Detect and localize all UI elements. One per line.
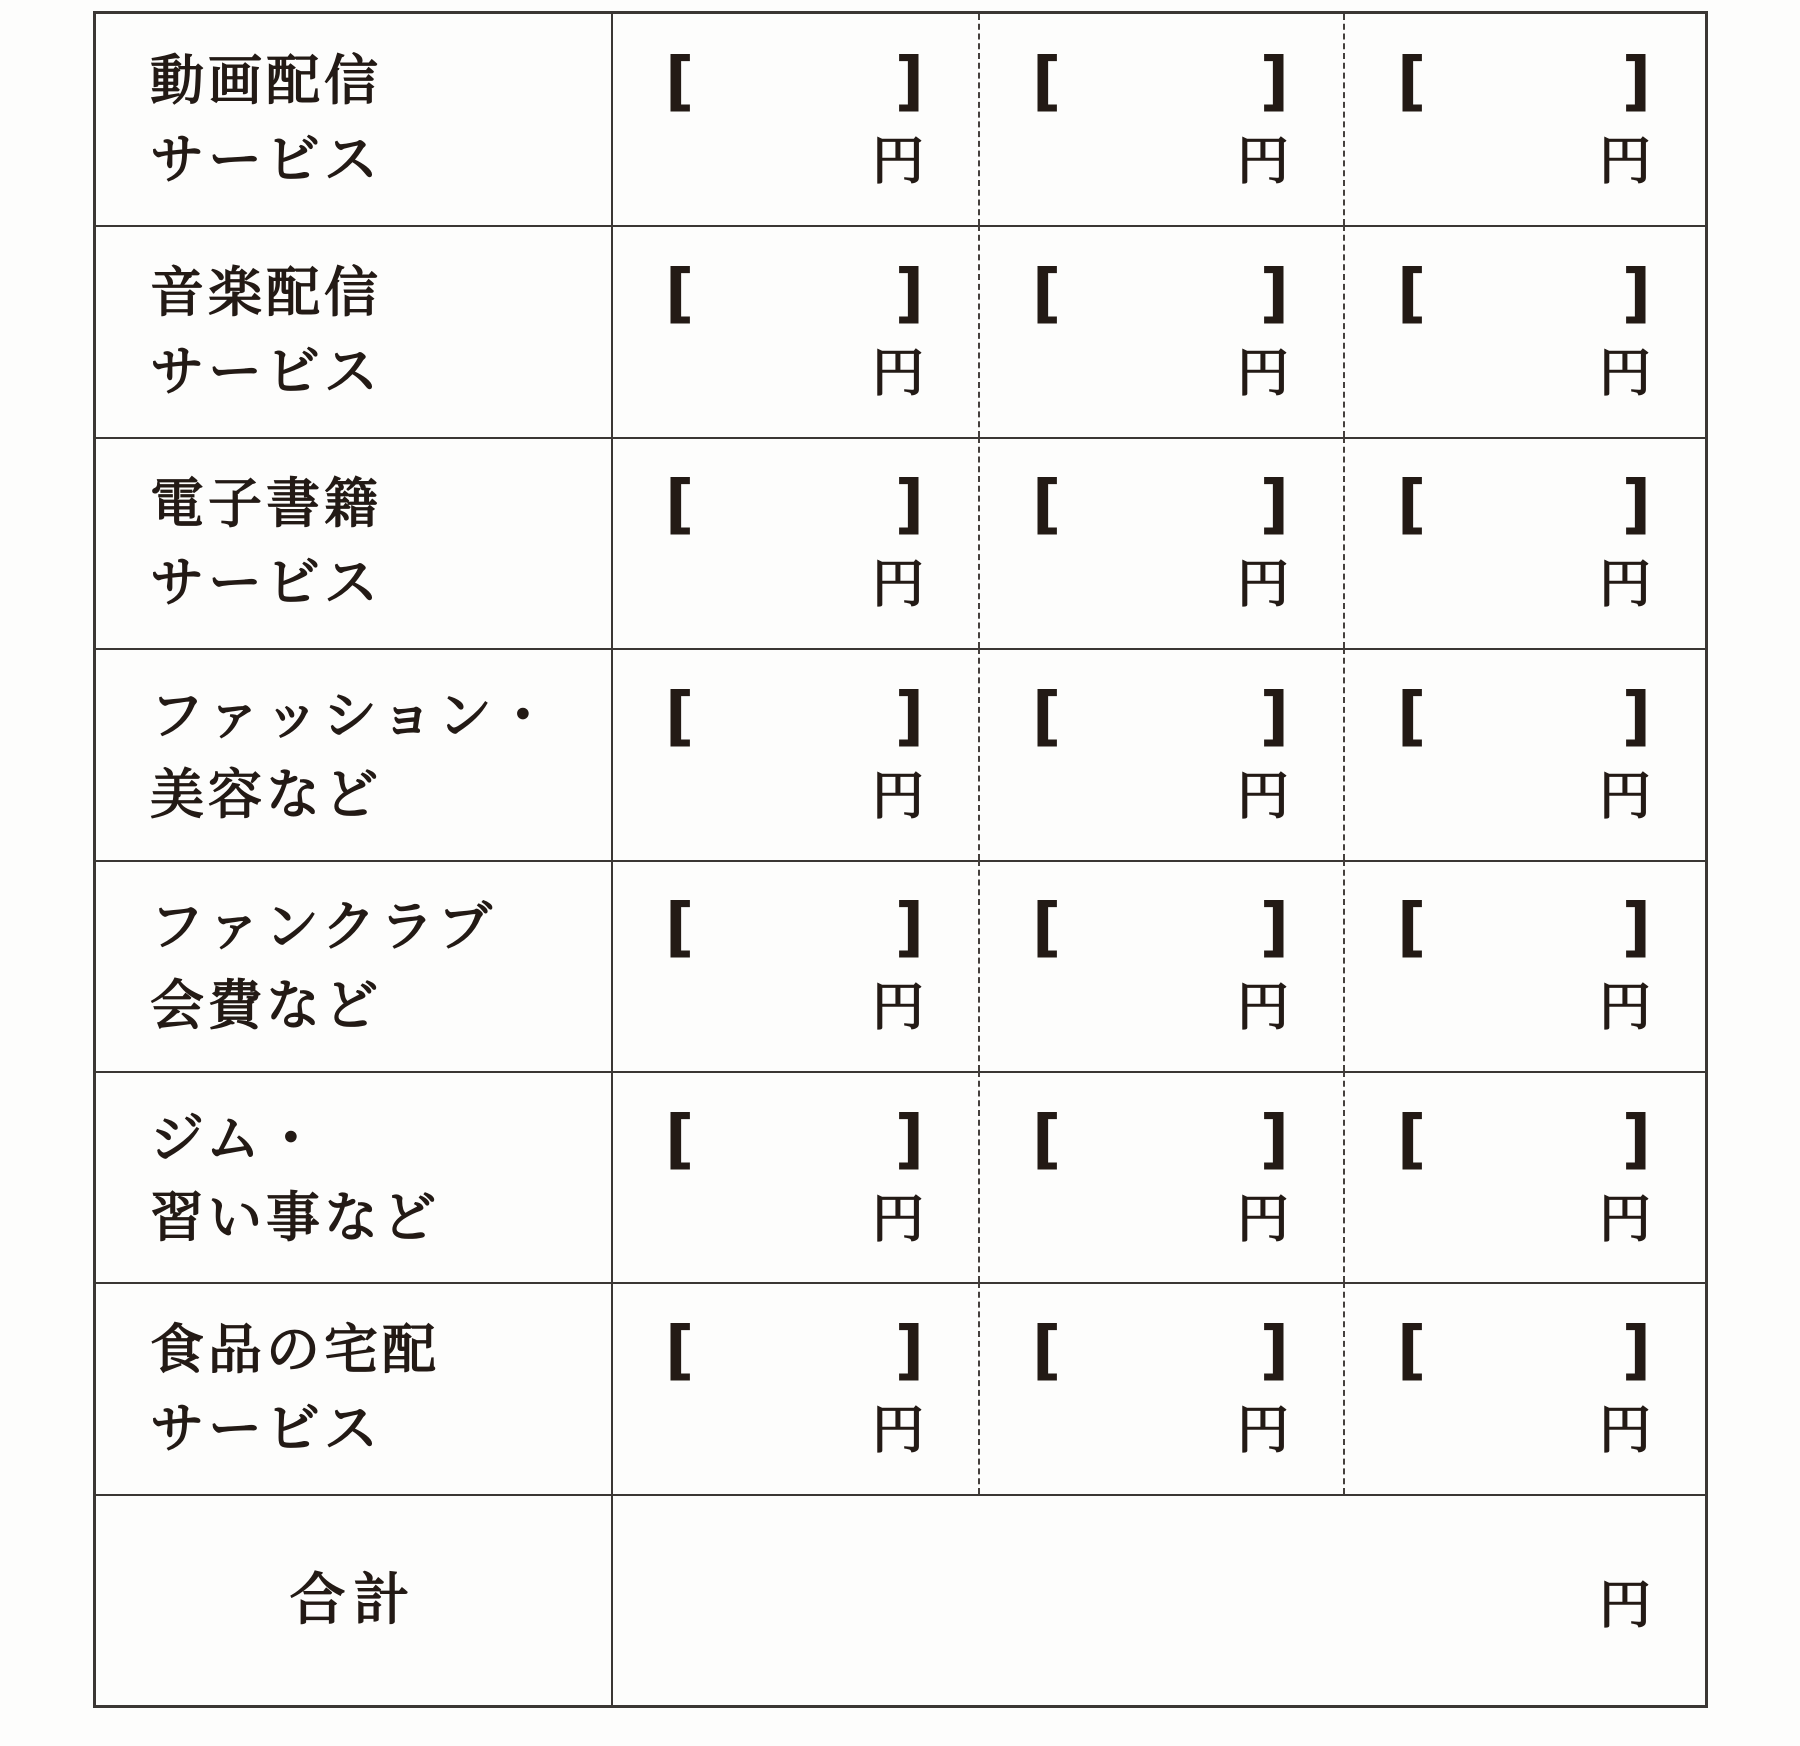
row-label-cell <box>96 1071 613 1282</box>
open-bracket: [ <box>1032 1313 1062 1388</box>
close-bracket: ] <box>894 44 924 119</box>
amount-entry-cell <box>978 860 1343 1071</box>
close-bracket: ] <box>1259 1313 1289 1388</box>
amount-bracket-line <box>1397 886 1651 970</box>
open-bracket: [ <box>1032 468 1062 543</box>
subscription-expense-table <box>93 11 1708 1708</box>
open-bracket: [ <box>1397 257 1427 332</box>
yen-unit: 円 <box>871 978 924 1039</box>
close-bracket: ] <box>1621 468 1651 543</box>
row-label-line-1: 食品の宅配 <box>150 1317 440 1381</box>
close-bracket: ] <box>1621 257 1651 332</box>
yen-unit: 円 <box>1598 555 1651 616</box>
yen-unit: 円 <box>1236 766 1289 827</box>
close-bracket: ] <box>1621 44 1651 119</box>
row-label-line-1: 動画配信 <box>150 48 382 112</box>
close-bracket: ] <box>1621 1313 1651 1388</box>
open-bracket: [ <box>1032 891 1062 966</box>
close-bracket: ] <box>894 468 924 543</box>
yen-unit: 円 <box>871 131 924 192</box>
amount-bracket-line <box>1032 40 1289 124</box>
row-label-line-1: ファッション・ <box>150 683 554 747</box>
yen-unit: 円 <box>1598 1400 1651 1461</box>
yen-unit: 円 <box>1236 555 1289 616</box>
open-bracket: [ <box>665 1313 695 1388</box>
open-bracket: [ <box>1032 44 1062 119</box>
amount-entry-cell <box>978 1282 1343 1493</box>
yen-unit: 円 <box>1236 344 1289 405</box>
total-amount-cell <box>613 1494 1705 1705</box>
amount-entry-cell <box>613 1282 978 1493</box>
open-bracket: [ <box>665 679 695 754</box>
open-bracket: [ <box>665 44 695 119</box>
open-bracket: [ <box>1397 1102 1427 1177</box>
amount-bracket-line <box>1397 1098 1651 1182</box>
amount-entry-cell <box>978 225 1343 436</box>
row-label-line-1: ジム・ <box>150 1106 322 1170</box>
close-bracket: ] <box>894 1313 924 1388</box>
total-yen-unit: 円 <box>1598 1575 1651 1636</box>
amount-bracket-line <box>665 40 924 124</box>
yen-unit: 円 <box>1598 1189 1651 1250</box>
amount-bracket-line <box>1397 1309 1651 1393</box>
yen-unit: 円 <box>1236 1400 1289 1461</box>
yen-unit: 円 <box>1236 131 1289 192</box>
open-bracket: [ <box>1032 1102 1062 1177</box>
open-bracket: [ <box>1397 468 1427 543</box>
open-bracket: [ <box>1032 679 1062 754</box>
amount-entry-cell <box>613 648 978 859</box>
yen-unit: 円 <box>871 344 924 405</box>
amount-entry-cell <box>1343 860 1705 1071</box>
amount-bracket-line <box>665 252 924 336</box>
yen-unit: 円 <box>871 766 924 827</box>
amount-bracket-line <box>665 1309 924 1393</box>
amount-bracket-line <box>1032 886 1289 970</box>
close-bracket: ] <box>894 1102 924 1177</box>
total-row-label-cell <box>96 1494 613 1705</box>
row-label-cell <box>96 14 613 225</box>
amount-entry-cell <box>1343 1282 1705 1493</box>
amount-entry-cell <box>613 1071 978 1282</box>
total-label: 合計 <box>289 1567 418 1633</box>
yen-unit: 円 <box>871 1400 924 1461</box>
close-bracket: ] <box>1621 679 1651 754</box>
row-label-line-2: 会費など <box>150 974 382 1038</box>
row-label-line-2: サービス <box>150 1396 382 1460</box>
amount-bracket-line <box>1032 463 1289 547</box>
row-label-cell <box>96 1282 613 1493</box>
row-label-line-2: サービス <box>150 340 382 404</box>
close-bracket: ] <box>1259 468 1289 543</box>
amount-bracket-line <box>1032 252 1289 336</box>
open-bracket: [ <box>665 1102 695 1177</box>
close-bracket: ] <box>1621 1102 1651 1177</box>
yen-unit: 円 <box>871 1189 924 1250</box>
amount-entry-cell <box>1343 1071 1705 1282</box>
open-bracket: [ <box>665 468 695 543</box>
amount-entry-cell <box>978 1071 1343 1282</box>
amount-entry-cell <box>978 14 1343 225</box>
close-bracket: ] <box>894 891 924 966</box>
yen-unit: 円 <box>1598 131 1651 192</box>
close-bracket: ] <box>894 679 924 754</box>
row-label-line-2: 習い事など <box>150 1185 440 1249</box>
yen-unit: 円 <box>1598 766 1651 827</box>
row-label-line-1: 音楽配信 <box>150 261 382 325</box>
amount-bracket-line <box>1032 1309 1289 1393</box>
amount-bracket-line <box>665 886 924 970</box>
amount-bracket-line <box>1397 675 1651 759</box>
row-label-cell <box>96 860 613 1071</box>
amount-entry-cell <box>978 648 1343 859</box>
amount-bracket-line <box>1397 463 1651 547</box>
amount-entry-cell <box>613 437 978 648</box>
amount-entry-cell <box>1343 225 1705 436</box>
open-bracket: [ <box>1397 1313 1427 1388</box>
amount-entry-cell <box>613 225 978 436</box>
amount-entry-cell <box>613 860 978 1071</box>
row-label-line-2: サービス <box>150 551 382 615</box>
close-bracket: ] <box>1259 44 1289 119</box>
open-bracket: [ <box>1032 257 1062 332</box>
row-label-line-1: 電子書籍 <box>150 472 382 536</box>
row-label-line-2: 美容など <box>150 762 382 826</box>
yen-unit: 円 <box>1598 978 1651 1039</box>
close-bracket: ] <box>1621 891 1651 966</box>
open-bracket: [ <box>665 891 695 966</box>
close-bracket: ] <box>894 257 924 332</box>
amount-entry-cell <box>1343 648 1705 859</box>
yen-unit: 円 <box>1236 978 1289 1039</box>
amount-bracket-line <box>1397 40 1651 124</box>
amount-entry-cell <box>613 14 978 225</box>
open-bracket: [ <box>1397 679 1427 754</box>
yen-unit: 円 <box>871 555 924 616</box>
row-label-cell <box>96 437 613 648</box>
close-bracket: ] <box>1259 891 1289 966</box>
amount-bracket-line <box>665 463 924 547</box>
amount-bracket-line <box>665 675 924 759</box>
amount-bracket-line <box>1397 252 1651 336</box>
open-bracket: [ <box>1397 44 1427 119</box>
row-label-line-2: サービス <box>150 127 382 191</box>
yen-unit: 円 <box>1236 1189 1289 1250</box>
amount-bracket-line <box>1032 1098 1289 1182</box>
close-bracket: ] <box>1259 257 1289 332</box>
row-label-cell <box>96 225 613 436</box>
open-bracket: [ <box>665 257 695 332</box>
row-label-cell <box>96 648 613 859</box>
yen-unit: 円 <box>1598 344 1651 405</box>
amount-bracket-line <box>665 1098 924 1182</box>
amount-bracket-line <box>1032 675 1289 759</box>
close-bracket: ] <box>1259 1102 1289 1177</box>
amount-entry-cell <box>1343 437 1705 648</box>
row-label-line-1: ファンクラブ <box>150 895 496 959</box>
close-bracket: ] <box>1259 679 1289 754</box>
amount-entry-cell <box>978 437 1343 648</box>
open-bracket: [ <box>1397 891 1427 966</box>
amount-entry-cell <box>1343 14 1705 225</box>
